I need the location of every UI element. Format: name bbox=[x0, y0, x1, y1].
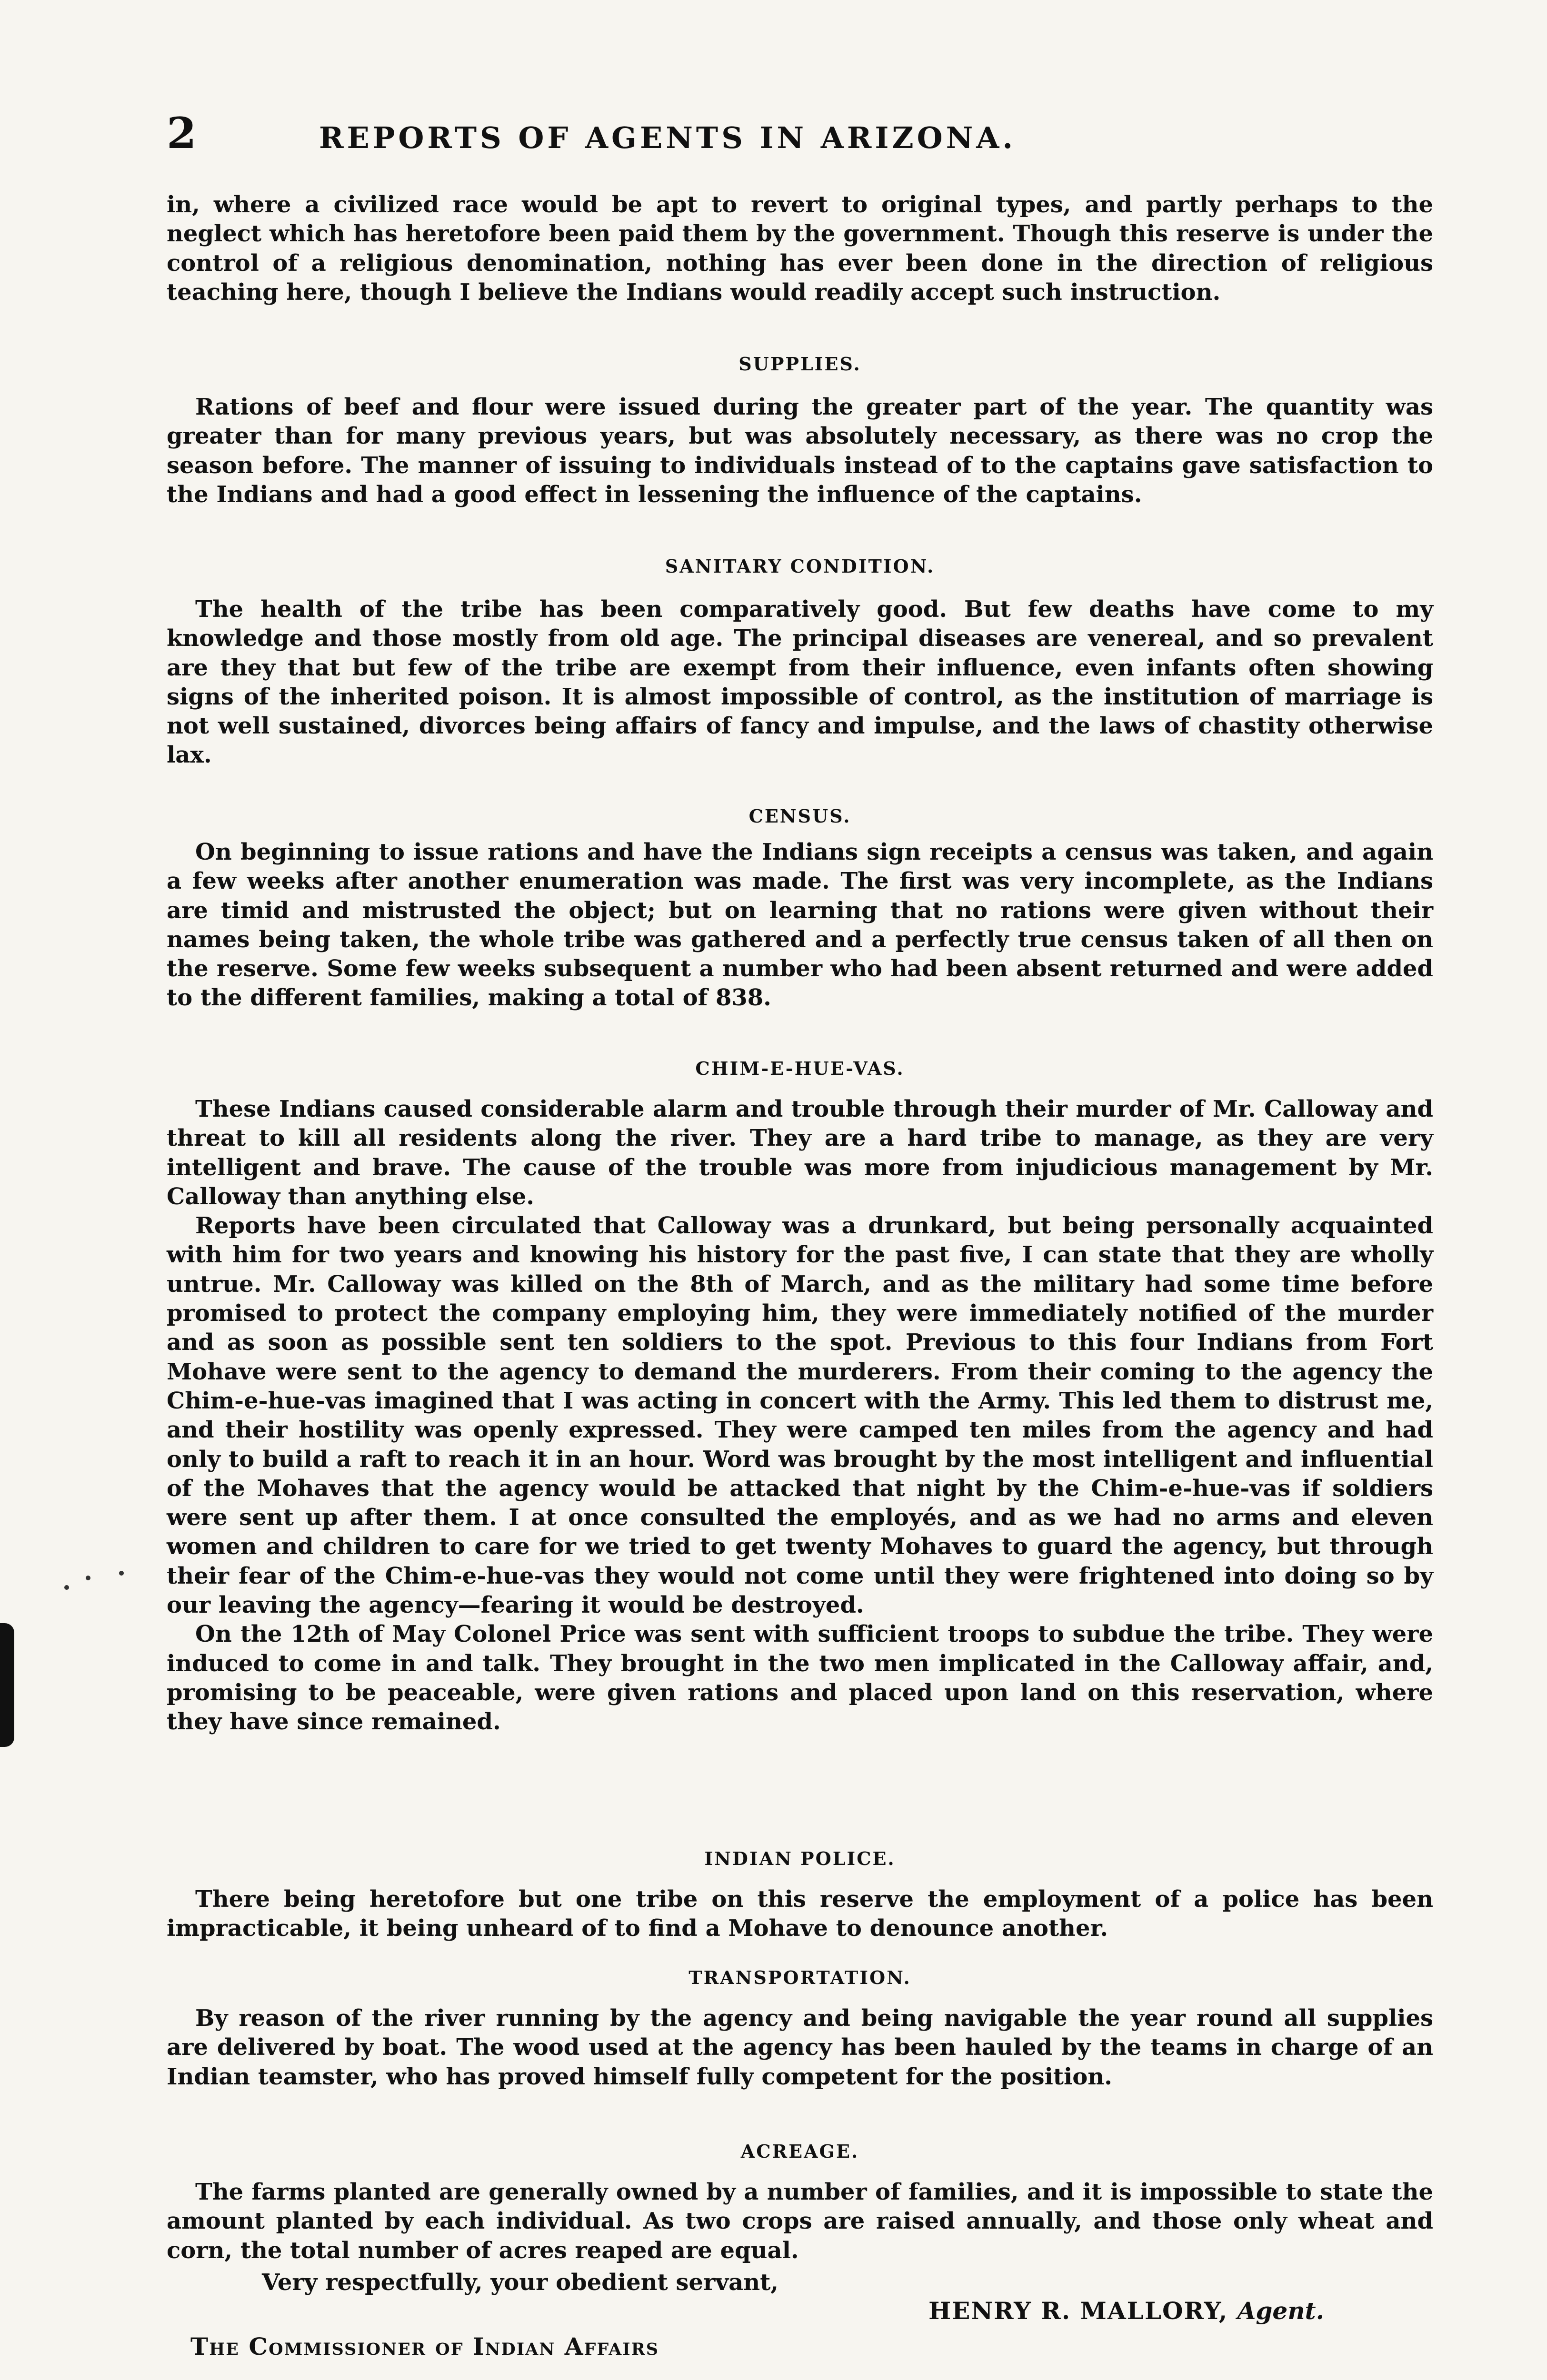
signature bbox=[928, 2297, 1324, 2325]
police-paragraph: There being heretofore but one tribe on this reserve the employment of a police has been impracticable, it being unheard of to find a Mohave to denounce another. bbox=[167, 1886, 1433, 1942]
heading-acreage: ACREAGE. bbox=[740, 2141, 859, 2162]
chimehuevas-paragraph-2: Reports have been circulated that Calloway was a drunkard, but being personally acquainted with him for two years and knowing his history for the past five, I can state that they are wholly untrue. Mr. Calloway was killed on the 8th of March, and as the military had some time before promised to protect the company employing him, they were immediately notified of the murder and as soon as possible sent ten soldiers to the spot. Previous to this four Indians from Fort Mohave were sent to the agency to demand the murderers. From their coming to the agency the Chim-e-hue-vas imagined that I was acting in concert with the Army. This led them to distrust me, and their hostility was openly expressed. They were camped ten miles from the agency and had only to build a raft to reach it in an hour. Word was brought by the most intelligent and influential of the Mohaves that the agency would be attacked that night by the Chim-e-hue-vas if soldiers were sent up after them. I at once consulted the employés, and as we had no arms and eleven women and children to care for we tried to get twenty Mohaves to guard the agency, but through their fear of the Chim-e-hue-vas they would not come until they were frightened into doing so by our leaving the agency—fearing it would be destroyed. bbox=[167, 1212, 1433, 1619]
heading-transportation: TRANSPORTATION. bbox=[689, 1967, 911, 1988]
sanitary-block bbox=[167, 595, 1433, 770]
document-page bbox=[167, 0, 1433, 2380]
heading-census: CENSUS. bbox=[749, 805, 851, 827]
heading-police: INDIAN POLICE. bbox=[704, 1848, 896, 1869]
heading-sanitary: SANITARY CONDITION. bbox=[665, 555, 935, 577]
closing-salutation: Very respectfully, your obedient servant, bbox=[262, 2269, 779, 2296]
intro-block bbox=[167, 190, 1433, 307]
running-title: REPORTS OF AGENTS IN ARIZONA. bbox=[319, 120, 1016, 155]
transportation-paragraph: By reason of the river running by the agency and being navigable the year round all supplies are delivered by boat. The wood used at the agency has been hauled by the teams in charge of an Indian teamster, who has proved himself fully competent for the position. bbox=[167, 2005, 1433, 2090]
scan-speck bbox=[86, 1576, 90, 1580]
heading-supplies: SUPPLIES. bbox=[739, 353, 861, 375]
acreage-paragraph: The farms planted are generally owned by a number of families, and it is impossible to state the amount planted by each individual. As two crops are raised annually, and those only wheat and corn, the total number of acres reaped are equal. bbox=[167, 2179, 1433, 2264]
sanitary-paragraph: The health of the tribe has been comparatively good. But few deaths have come to my knowledge and those mostly from old age. The principal diseases are venereal, and so prevalent are they that but few of the tribe are exempt from their influence, even infants often showing signs of the inherited poison. It is almost impossible of control, as the institution of marriage is not well sustained, divorces being affairs of fancy and impulse, and the laws of chastity otherwise lax. bbox=[167, 596, 1433, 769]
supplies-block bbox=[167, 393, 1433, 509]
chimehuevas-paragraph-1: These Indians caused considerable alarm and trouble through their murder of Mr. Calloway and threat to kill all residents along the river. They are a hard tribe to manage, as they are very intelligent and brave. The cause of the trouble was more from injudicious management by Mr. Calloway than anything else. bbox=[167, 1096, 1433, 1210]
signer-name: HENRY R. MALLORY, bbox=[928, 2297, 1228, 2325]
chimehuevas-paragraph-3: On the 12th of May Colonel Price was sent with sufficient troops to subdue the tribe. They were induced to come in and talk. They brought in the two men implicated in the Calloway affair, and, promising to be peaceable, were given rations and placed upon land on this reservation, where they have since remained. bbox=[167, 1621, 1433, 1735]
chimehuevas-block bbox=[167, 1095, 1433, 1737]
scan-speck bbox=[64, 1585, 69, 1590]
census-block bbox=[167, 838, 1433, 1013]
signer-title: Agent. bbox=[1237, 2297, 1325, 2325]
acreage-block bbox=[167, 2178, 1433, 2265]
scan-speck bbox=[119, 1571, 124, 1576]
police-block bbox=[167, 1885, 1433, 1944]
page-number: 2 bbox=[167, 108, 197, 159]
scan-edge-mark bbox=[0, 1623, 14, 1747]
heading-chimehuevas: CHIM-E-HUE-VAS. bbox=[695, 1058, 905, 1079]
intro-paragraph: in, where a civilized race would be apt to revert to original types, and partly perhaps to the neglect which has heretofore been paid them by the government. Though this reserve is under the control of a religious denomination, nothing has ever been done in the direction of religious teaching here, though I believe the Indians would readily accept such instruction. bbox=[167, 191, 1433, 306]
census-paragraph: On beginning to issue rations and have the Indians sign receipts a census was taken, and again a few weeks after another enumeration was made. The first was very incomplete, as the Indians are timid and mistrusted the object; but on learning that no rations were given without their names being taken, the whole tribe was gathered and a perfectly true census taken of all then on the reserve. Some few weeks subsequent a number who had been absent returned and were added to the different families, making a total of 838. bbox=[167, 839, 1433, 1012]
transportation-block bbox=[167, 2004, 1433, 2092]
supplies-paragraph: Rations of beef and flour were issued during the greater part of the year. The quantity was greater than for many previous years, but was absolutely necessary, as there was no crop the season before. The manner of issuing to individuals instead of to the captains gave satisfaction to the Indians and had a good effect in lessening the influence of the captains. bbox=[167, 394, 1433, 508]
addressee: The Commissioner of Indian Affairs bbox=[190, 2332, 659, 2360]
page-header bbox=[167, 109, 1433, 162]
